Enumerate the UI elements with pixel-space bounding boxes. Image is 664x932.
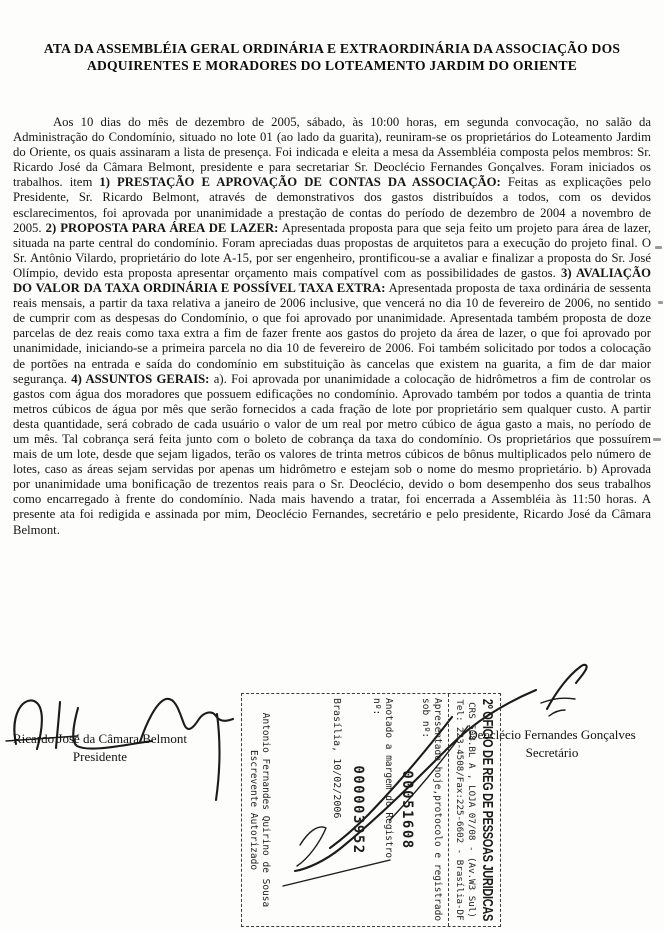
scan-artifact xyxy=(653,438,661,441)
stamp-registry-number: 000003952 xyxy=(350,765,366,855)
stamp-phone: Tel: 223-4508/Fax:225-6602 - Brasília-DF xyxy=(454,699,466,921)
stamp-noted-sublabel: nº: xyxy=(371,698,382,716)
scan-artifact xyxy=(658,301,663,304)
document-title xyxy=(0,40,664,74)
secretary-role: Secretário xyxy=(525,745,579,760)
document-title-line1: ATA DA ASSEMBLÉIA GERAL ORDINÁRIA E EXTRAORDINÁRIA DA ASSOCIAÇÃO DOS xyxy=(43,41,621,56)
stamp-officer-name: Antonio Fernandes Quirino de Sousa xyxy=(260,712,271,908)
stamp-presented-label: Apresentado hoje,protocolo e registrado xyxy=(432,698,443,922)
stamp-protocol-number: 00051608 xyxy=(399,770,415,850)
president-name: Ricardo José da Câmara Belmont xyxy=(12,731,187,746)
notary-registry-stamp xyxy=(241,693,501,927)
stamp-presented-sublabel: sob nº: xyxy=(420,698,431,739)
scan-artifact xyxy=(655,246,662,249)
minutes-paragraph: Aos 10 dias do mês de dezembro de 2005, sábado, às 10:00 horas, em segunda convocação, no salão da Administração do Condomínio, situado no lote 01 (ao lado da guarita), reuniram-se os proprietários do Loteamento Jardim do Oriente, os quais assinaram a lista de presença. Foi indicada e eleita a mesa da Assembléia composta pelos membros: Sr. Ricardo José da Câmara Belmont, presidente e para secretariar Sr. Deoclécio Fernandes Gonçalves. Foram iniciados os trabalhos. item 1) PRESTAÇÃO E APROVAÇÃO DE CONTAS DA ASSOCIAÇÃO: Feitas as explicações pelo Presidente, Sr. Ricardo Belmont, através de demonstrativos dos gastos distribuídos a todos, com os devidos esclarecimentos, foi aprovada por unanimidade a prestação de contas do período de dezembro de 2004 a novembro de 2005. 2) PROPOSTA PARA ÁREA DE LAZER: Apresentada proposta para que seja feito um projeto para área de lazer, situada na parte central do condomínio. Foram apreciadas duas propostas de arquitetos para a execução do projeto final. O Sr. Antônio Vilardo, proprietário do lote A-15, por ser engenheiro, prontificou-se a avaliar e finalizar a proposta do Sr. José Olímpio, devido esta proposta apresentar orçamento mais compatível com as possibilidades de gastos. 3) AVALIAÇÃO DO VALOR DA TAXA ORDINÁRIA E POSSÍVEL TAXA EXTRA: Apresentada proposta de taxa ordinária de sessenta reais mensais, a partir da taxa relativa a janeiro de 2006 inclusive, que vencerá no dia 10 de fevereiro de 2006, no sentido de cumprir com as despesas do Condomínio, o que foi aprovado por unanimidade. Apresentada também proposta de doze parcelas de dez reais como taxa extra a fim de fazer frente aos gastos do projeto da área de lazer, o que foi aprovado por unanimidade, iniciando-se a primeira parcela no dia 10 de fevereiro de 2006. Foi também solicitado por todos a colocação de portões na entrada e saída do condomínio em substituição às cancelas que existem na guarita, a fim de dar maior segurança. 4) ASSUNTOS GERAIS: a). Foi aprovada por unanimidade a colocação de hidrômetros a fim de controlar os gastos com água dos moradores que possuem edificações no condomínio. Aprovado também por todos a quantia de trinta metros cúbicos de água por mês que serão fornecidos a cada fração de lote por proprietário sem qualquer custo. A partir desta quantidade, será cobrado de cada usuário o valor de um real por metro cúbico de água gasto a mais, no período de um mês. Tal cobrança será feita junto com o boleto de cobrança da taxa do condomínio. Os proprietários que possuírem mais de um lote, desde que sejam ligados, terão os valores de trinta metros cúbicos de bônus multiplicados pelo número de lotes, caso as áreas sejam servidas por apenas um hidrômetro e estejam sob o nome do mesmo proprietário. b) Aprovada por unanimidade uma bonificação de trezentos reais para o Sr. Deoclécio, devido o bom desempenho dos seus trabalhos como encarregado à frente do condomínio. Nada mais havendo a tratar, foi encerrada a Assembléia às 11:50 horas. A presente ata foi redigida e assinada por mim, Deoclécio Fernandes, secretário e pelo presidente, Ricardo José da Câmara Belmont. xyxy=(13,115,651,537)
secretary-signature xyxy=(541,665,587,716)
stamp-divider xyxy=(448,694,449,926)
stamp-office-title: 2º OFICIO DE REG DE PESSOAS JURIDICAS xyxy=(479,698,495,922)
secretary-name: Deoclécio Fernandes Gonçalves xyxy=(468,727,636,742)
president-signature-block xyxy=(6,731,194,764)
stamp-officer-role: Escrevente Autorizado xyxy=(248,749,259,871)
stamp-place-date: Brasília, 10/02/2006 xyxy=(331,698,342,819)
stamp-signature-space xyxy=(271,698,331,922)
president-role: Presidente xyxy=(72,749,128,764)
stamp-noted-label: Anotado a margem do Registro xyxy=(383,698,394,859)
document-title-line2: ADQUIRENTES E MORADORES DO LOTEAMENTO JARDIM DO ORIENTE xyxy=(87,58,577,73)
stamp-address: CRS 508.BL A , LOJA 07/08 - (Av.W3 Sul) xyxy=(466,702,477,918)
